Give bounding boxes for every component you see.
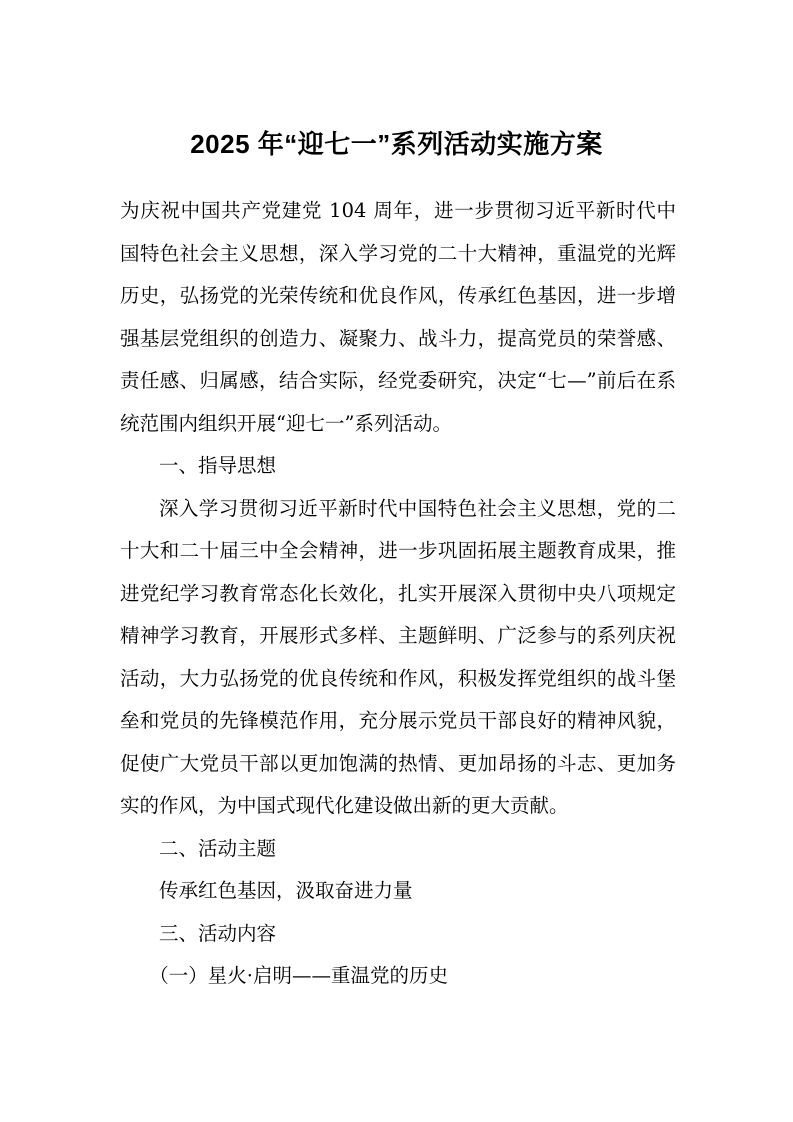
guiding-ideology-paragraph: 深入学习贯彻习近平新时代中国特色社会主义思想，党的二十大和二十届三中全会精神，进一步巩固拓展主题教育成果，推进党纪学习教育常态化长效化，扎实开展深入贯彻中央八项规定精神学习教育，开展形式多样、主题鲜明、广泛参与的系列庆祝活动，大力弘扬党的优良传统和作风，积极发挥党组织的战斗堡垒和党员的先锋模范作用，充分展示党员干部良好的精神风貌，促使广大党员干部以更加饱满的热情、更加昂扬的斗志、更加务实的作风，为中国式现代化建设做出新的更大贡献。 <box>120 496 676 817</box>
activity-theme-text: 传承红色基因，汲取奋进力量 <box>159 879 413 902</box>
section-heading-activity-content: 三、活动内容 <box>159 921 277 945</box>
subsection-heading-1: （一）星火·启明——重温党的历史 <box>149 964 448 987</box>
section-heading-activity-theme: 二、活动主题 <box>159 836 277 860</box>
intro-paragraph: 为庆祝中国共产党建党 104 周年，进一步贯彻习近平新时代中国特色社会主义思想，深入学习党的二十大精神，重温党的光辉历史，弘扬党的光荣传统和优良作风，传承红色基因，进一步增强基层党组织的创造力、凝聚力、战斗力，提高党员的荣誉感、责任感、归属感，结合实际，经党委研究，决定“七—”前后在系统范围内组织开展“迎七一”系列活动。 <box>120 199 676 435</box>
section-heading-guiding-ideology: 一、指导思想 <box>159 454 277 477</box>
document-title: 2025 年“迎七一”系列活动实施方案 <box>190 129 603 159</box>
document-body <box>120 190 676 998</box>
